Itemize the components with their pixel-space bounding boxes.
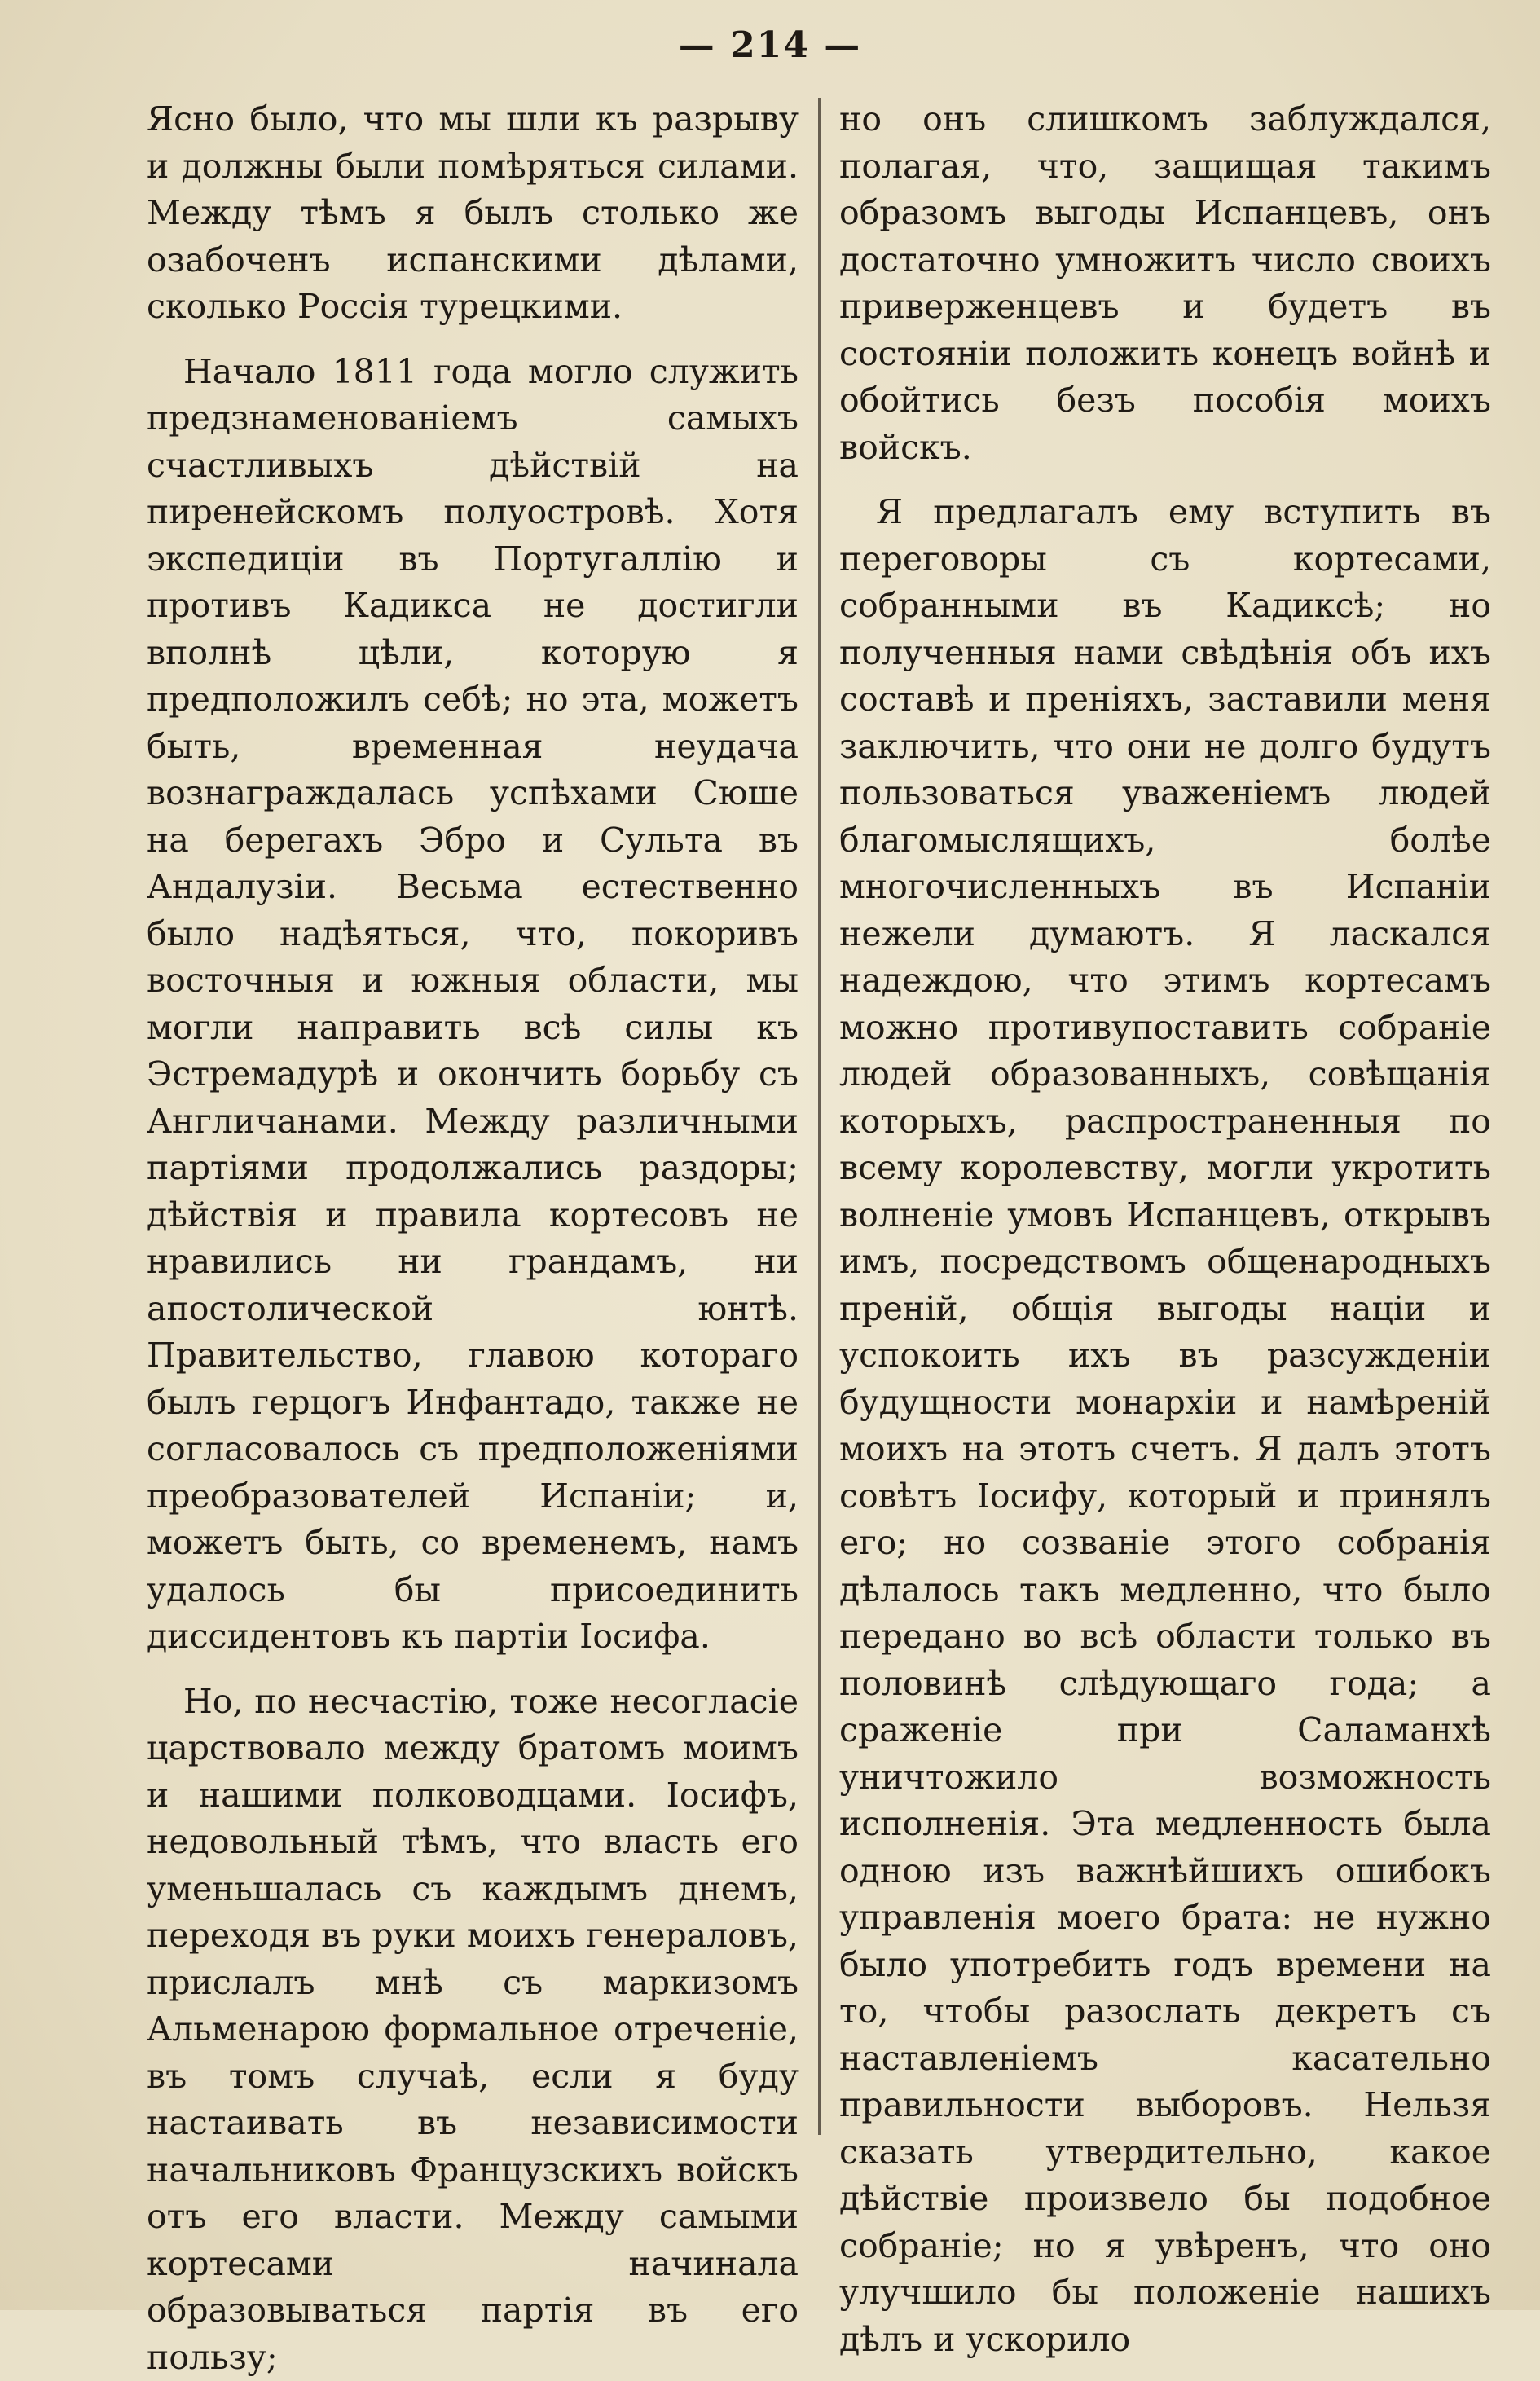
right-column — [839, 96, 1491, 2363]
paragraph: Я предлагалъ ему вступить въ переговоры съ кортесами, собранными въ Кадиксѣ; но полученныя нами свѣдѣнія объ ихъ составѣ и преніяхъ, заставили меня заключить, что они не долго будутъ пользоваться уваженіемъ людей благомыслящихъ, болѣе многочисленныхъ въ Испаніи нежели думаютъ. Я ласкался надеждою, что этимъ кортесамъ можно противупоставить собраніе людей образованныхъ, совѣщанія которыхъ, распространенныя по всему королевству, могли укротить волненіе умовъ Испанцевъ, открывъ имъ, посредствомъ общенародныхъ преній, общія выгоды націи и успокоить ихъ въ разсужденіи будущности монархіи и намѣреній моихъ на этотъ счетъ. Я далъ этотъ совѣтъ Іосифу, который и принялъ его; но созваніе этого собранія дѣлалось такъ медленно, что было передано во всѣ области только въ половинѣ слѣдующаго года; а сраженіе при Саламанхѣ уничтожило возможность исполненія. Эта медленность была одною изъ важнѣйшихъ ошибокъ управленія моего брата: не нужно было употребить годъ времени на то, чтобы разослать декретъ съ наставленіемъ касательно правильности выборовъ. Нельзя сказать утвердительно, какое дѣйствіе произвело бы подобное собраніе; но я увѣренъ, что оно улучшило бы положеніе нашихъ дѣлъ и ускорило — [839, 489, 1491, 2363]
paragraph: Но, по несчастію, тоже несогласіе царствовало между братомъ моимъ и нашими полководцами. Іосифъ, недовольный тѣмъ, что власть его уменьшалась съ каждымъ днемъ, переходя въ руки моихъ генераловъ, прислалъ мнѣ съ маркизомъ Альменарою формальное отреченіе, въ томъ случаѣ, если я буду настаивать въ независимости начальниковъ Французскихъ войскъ отъ его власти. Между самыми кортесами начинала образовываться партія въ его пользу; — [147, 1679, 799, 2381]
page-number: — 214 — — [0, 24, 1540, 66]
paragraph: но онъ слишкомъ заблуждался, полагая, что, защищая такимъ образомъ выгоды Испанцевъ, онъ достаточно умножитъ число своихъ приверженцевъ и будетъ въ состояніи положить конецъ войнѣ и обойтись безъ пособія моихъ войскъ. — [839, 96, 1491, 471]
paragraph: Ясно было, что мы шли къ разрыву и должны были помѣряться силами. Между тѣмъ я былъ столько же озабоченъ испанскими дѣлами, сколько Россія турецкими. — [147, 96, 799, 331]
column-divider — [818, 98, 821, 2135]
left-column — [147, 96, 799, 2381]
paragraph: Начало 1811 года могло служить предзнаменованіемъ самыхъ счастливыхъ дѣйствій на пиренейскомъ полуостровѣ. Хотя экспедиціи въ Португаллію и противъ Кадикса не достигли вполнѣ цѣли, которую я предположилъ себѣ; но эта, можетъ быть, временная неудача вознаграждалась успѣхами Сюше на берегахъ Эбро и Сульта въ Андалузіи. Весьма естественно было надѣяться, что, покоривъ восточныя и южныя области, мы могли направить всѣ силы къ Эстремадурѣ и окончить борьбу съ Англичанами. Между различными партіями продолжались раздоры; дѣйствія и правила кортесовъ не нравились ни грандамъ, ни апостолической юнтѣ. Правительство, главою котораго былъ герцогъ Инфантадо, также не согласовалось съ предположеніями преобразователей Испаніи; и, можетъ быть, со временемъ, намъ удалось бы присоединить диссидентовъ къ партіи Іосифа. — [147, 349, 799, 1661]
